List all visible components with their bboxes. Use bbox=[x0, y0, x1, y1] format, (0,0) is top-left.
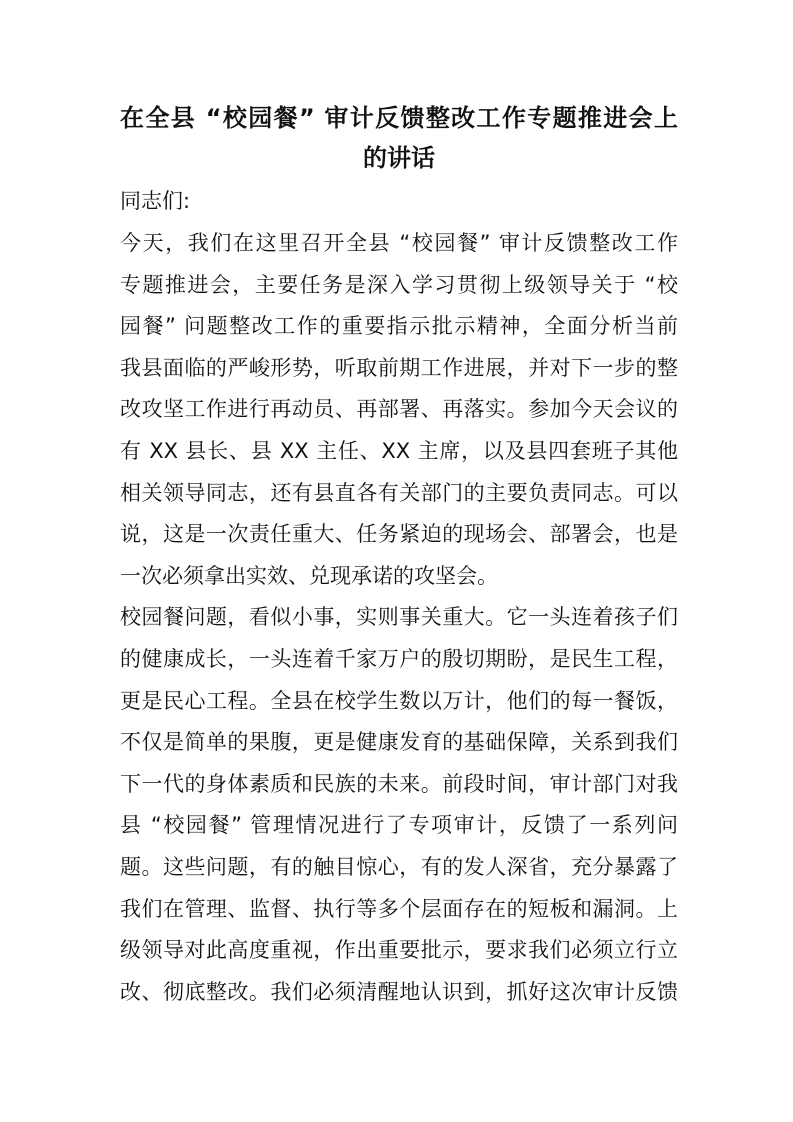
paragraph-2-line: 县 “校园餐” 管理情况进行了专项审计，反馈了一系列问 bbox=[120, 813, 678, 838]
paragraph-1-line: 说，这是一次责任重大、任务紧迫的现场会、部署会，也是 bbox=[120, 522, 678, 547]
paragraph-1-line: 园餐” 问题整改工作的重要指示批示精神，全面分析当前 bbox=[120, 314, 678, 339]
paragraph-2-line: 题。这些问题，有的触目惊心，有的发人深省，充分暴露了 bbox=[120, 855, 678, 879]
paragraph-2-line: 级领导对此高度重视，作出重要批示，要求我们必须立行立 bbox=[120, 938, 678, 963]
paragraph-2-line: 不仅是简单的果腹，更是健康发育的基础保障，关系到我们 bbox=[120, 730, 678, 755]
paragraph-2-line: 下一代的身体素质和民族的未来。前段时间，审计部门对我 bbox=[120, 771, 678, 796]
paragraph-2-line: 校园餐问题，看似小事，实则事关重大。它一头连着孩子们 bbox=[120, 605, 678, 630]
salutation: 同志们: bbox=[120, 189, 191, 213]
paragraph-1-line: 专题推进会，主要任务是深入学习贯彻上级领导关于 “校 bbox=[120, 272, 678, 297]
paragraph-1-line: 改攻坚工作进行再动员、再部署、再落实。参加今天会议的 bbox=[120, 397, 678, 422]
paragraph-2-line: 改、彻底整改。我们必须清醒地认识到，抓好这次审计反馈 bbox=[120, 979, 678, 1004]
paragraph-1-line: 一次必须拿出实效、兑现承诺的攻坚会。 bbox=[120, 563, 498, 588]
paragraph-1-line: 有 XX 县长、县 XX 主任、XX 主席，以及县四套班子其他 bbox=[120, 439, 678, 463]
paragraph-2-line: 更是民心工程。全县在校学生数以万计，他们的每一餐饭， bbox=[120, 688, 678, 713]
paragraph-2-line: 我们在管理、监督、执行等多个层面存在的短板和漏洞。上 bbox=[120, 896, 678, 921]
paragraph-1-line: 我县面临的严峻形势，听取前期工作进展，并对下一步的整 bbox=[120, 355, 678, 380]
document-title-line-2: 的讲话 bbox=[363, 144, 435, 172]
paragraph-1-line: 今天，我们在这里召开全县 “校园餐” 审计反馈整改工作 bbox=[120, 231, 678, 255]
paragraph-1-line: 相关领导同志，还有县直各有关部门的主要负责同志。可以 bbox=[120, 480, 678, 505]
document-title-line-1: 在全县 “校园餐” 审计反馈整改工作专题推进会上 bbox=[120, 104, 678, 132]
paragraph-2-line: 的健康成长，一头连着千家万户的殷切期盼，是民生工程， bbox=[120, 647, 678, 671]
